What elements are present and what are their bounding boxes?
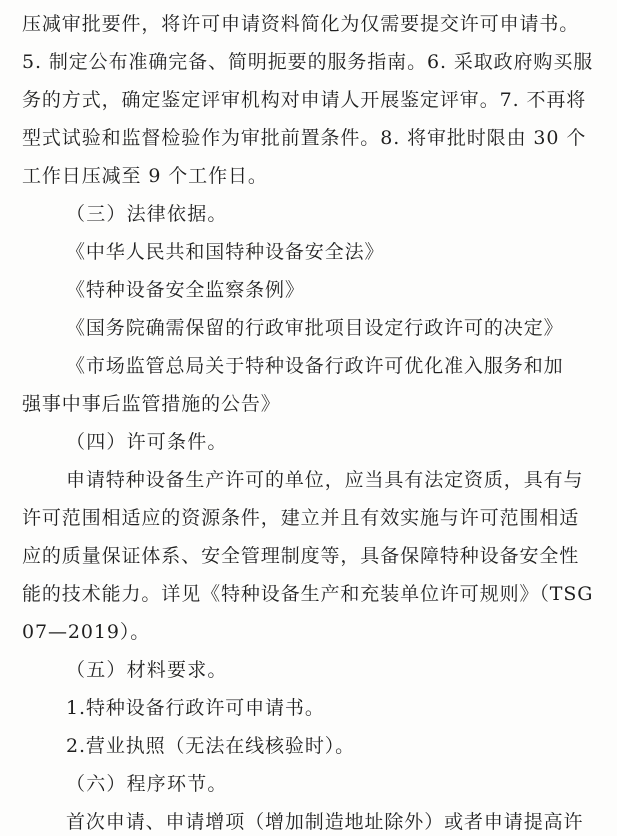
requirement-item: 1.特种设备行政许可申请书。 (66, 697, 325, 719)
paragraph-line: 申请特种设备生产许可的单位，应当具有法定资质，具有与 (66, 469, 584, 491)
paragraph-line: 5. 制定公布准确完备、简明扼要的服务指南。6. 采取政府购买服 (22, 51, 594, 73)
law-reference: 《国务院确需保留的行政审批项目设定行政许可的决定》 (66, 317, 564, 339)
paragraph-line: 型式试验和监督检验作为审批前置条件。8. 将审批时限由 30 个 (22, 127, 587, 149)
section-heading-legal-basis: （三）法律依据。 (66, 203, 228, 225)
paragraph-line: 能的技术能力。详见《特种设备生产和充装单位许可规则》（TSG (22, 583, 594, 605)
law-reference: 《市场监管总局关于特种设备行政许可优化准入服务和加 (66, 355, 564, 377)
paragraph-line: 许可范围相适应的资源条件，建立并且有效实施与许可范围相适 (22, 507, 580, 529)
section-heading-procedure: （六）程序环节。 (66, 773, 228, 795)
section-heading-material-requirements: （五）材料要求。 (66, 659, 228, 681)
requirement-item: 2.营业执照（无法在线核验时）。 (66, 735, 356, 757)
paragraph-line: 工作日压减至 9 个工作日。 (22, 165, 268, 187)
paragraph-line: 首次申请、申请增项（增加制造地址除外）或者申请提高许 (66, 811, 584, 833)
section-heading-license-conditions: （四）许可条件。 (66, 431, 228, 453)
paragraph-line: 务的方式，确定鉴定评审机构对申请人开展鉴定评审。7. 不再将 (22, 89, 587, 111)
paragraph-line: 07—2019）。 (22, 621, 151, 643)
law-reference: 《中华人民共和国特种设备安全法》 (66, 241, 385, 263)
law-reference-continued: 强事中事后监管措施的公告》 (22, 393, 281, 415)
law-reference: 《特种设备安全监察条例》 (66, 279, 305, 301)
paragraph-line: 应的质量保证体系、安全管理制度等，具备保障特种设备安全性 (22, 545, 580, 567)
paragraph-line: 压减审批要件，将许可申请资料简化为仅需要提交许可申请书。 (22, 13, 580, 35)
